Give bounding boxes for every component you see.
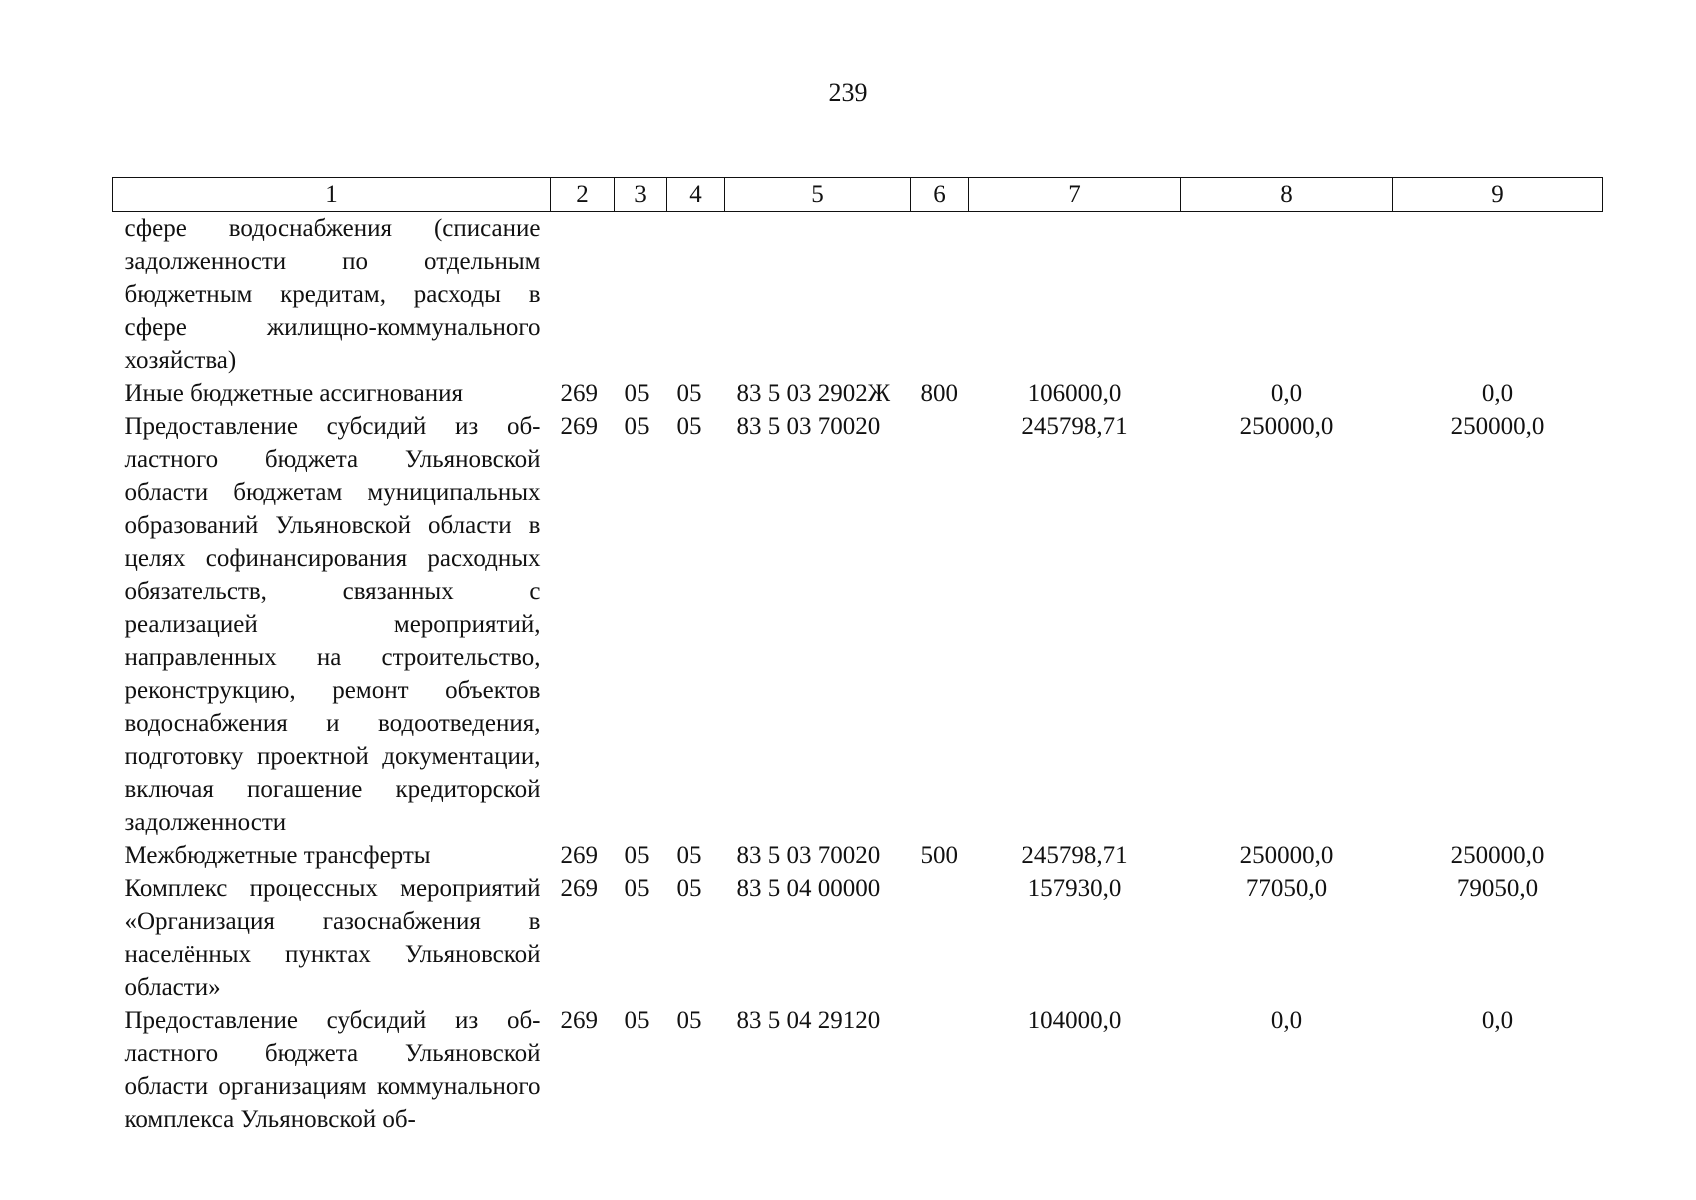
row-section-code xyxy=(615,212,667,378)
header-col-4: 4 xyxy=(667,178,725,212)
row-description: Иные бюджетные ассигнования xyxy=(124,380,464,407)
row-target-article: 83 5 03 70020 xyxy=(736,842,881,869)
row-amount-col8: 77050,0 xyxy=(1245,875,1328,902)
row-expense-type xyxy=(911,1004,969,1136)
row-amount-col9: 79050,0 xyxy=(1456,875,1539,902)
header-col-3: 3 xyxy=(615,178,667,212)
row-description: Межбюджетные трансферты xyxy=(124,842,431,869)
row-amount-col7: 106000,0 xyxy=(1027,380,1122,407)
row-ministry-code: 269 xyxy=(560,413,598,440)
table-row xyxy=(113,1004,1603,1136)
row-amount-col8 xyxy=(1181,212,1393,378)
table-row xyxy=(113,839,1603,872)
row-amount-col7: 245798,71 xyxy=(1021,842,1128,869)
row-ministry-code: 269 xyxy=(560,875,598,902)
row-amount-col9: 250000,0 xyxy=(1450,413,1545,440)
row-amount-col9: 0,0 xyxy=(1481,1007,1514,1034)
table-row xyxy=(113,410,1603,839)
row-amount-col7: 104000,0 xyxy=(1027,1007,1122,1034)
row-subsection-code: 05 xyxy=(676,842,702,869)
row-amount-col7: 157930,0 xyxy=(1027,875,1122,902)
header-col-1: 1 xyxy=(113,178,551,212)
row-amount-col7 xyxy=(969,212,1181,378)
row-amount-col7: 245798,71 xyxy=(1021,413,1128,440)
table-row xyxy=(113,872,1603,1004)
row-description: Комплекс процессных мероприятий «Организация газоснабжения в населённых пунктах Ульяновской области» xyxy=(124,875,541,1001)
header-col-8: 8 xyxy=(1181,178,1393,212)
row-ministry-code: 269 xyxy=(560,380,598,407)
row-ministry-code: 269 xyxy=(560,842,598,869)
row-section-code: 05 xyxy=(624,413,650,440)
row-expense-type: 800 xyxy=(920,380,958,407)
table-row xyxy=(113,212,1603,378)
row-ministry-code xyxy=(551,212,615,378)
row-amount-col8: 250000,0 xyxy=(1239,413,1334,440)
row-target-article xyxy=(725,212,911,378)
row-section-code: 05 xyxy=(624,380,650,407)
row-subsection-code: 05 xyxy=(676,1007,702,1034)
page-number: 239 xyxy=(828,78,868,107)
header-col-5: 5 xyxy=(725,178,911,212)
row-description: Предоставление субсидий из областного бюджета Ульяновской области бюджетам муниципальных образований Ульяновской области в целях софинансирования расходных обязательств, связанных с реализацией мероприятий, направленных на строительство, реконструкцию, ремонт объектов водоснабжения и водоотведения, подготовку проектной документации, включая погашение кредиторской задолженности xyxy=(124,413,541,836)
row-amount-col9: 0,0 xyxy=(1481,380,1514,407)
table-body xyxy=(113,212,1603,1137)
table-header xyxy=(113,178,1603,212)
row-description: сфере водоснабжения (списание задолженности по отдельным бюджетным кредитам, расходы в сфере жилищно-коммунального хозяйства) xyxy=(124,215,541,374)
row-section-code: 05 xyxy=(624,875,650,902)
row-section-code: 05 xyxy=(624,1007,650,1034)
row-subsection-code xyxy=(667,212,725,378)
row-target-article: 83 5 04 00000 xyxy=(736,875,881,902)
table-row xyxy=(113,377,1603,410)
row-ministry-code: 269 xyxy=(560,1007,598,1034)
header-col-9: 9 xyxy=(1393,178,1603,212)
row-amount-col8: 250000,0 xyxy=(1239,842,1334,869)
row-expense-type xyxy=(911,410,969,839)
header-row xyxy=(113,178,1603,212)
row-section-code: 05 xyxy=(624,842,650,869)
row-description: Предоставление субсидий из областного бюджета Ульяновской области организациям коммунального комплекса Ульяновской об- xyxy=(124,1007,541,1133)
row-expense-type xyxy=(911,212,969,378)
row-target-article: 83 5 03 2902Ж xyxy=(736,380,891,407)
header-col-2: 2 xyxy=(551,178,615,212)
row-target-article: 83 5 04 29120 xyxy=(736,1007,881,1034)
row-expense-type: 500 xyxy=(920,842,958,869)
header-col-6: 6 xyxy=(911,178,969,212)
row-amount-col8: 0,0 xyxy=(1270,380,1303,407)
row-expense-type xyxy=(911,872,969,1004)
row-amount-col9: 250000,0 xyxy=(1450,842,1545,869)
row-amount-col8: 0,0 xyxy=(1270,1007,1303,1034)
row-target-article: 83 5 03 70020 xyxy=(736,413,881,440)
budget-table xyxy=(112,177,1603,1136)
row-subsection-code: 05 xyxy=(676,875,702,902)
row-subsection-code: 05 xyxy=(676,380,702,407)
row-amount-col9 xyxy=(1393,212,1603,378)
header-col-7: 7 xyxy=(969,178,1181,212)
row-subsection-code: 05 xyxy=(676,413,702,440)
